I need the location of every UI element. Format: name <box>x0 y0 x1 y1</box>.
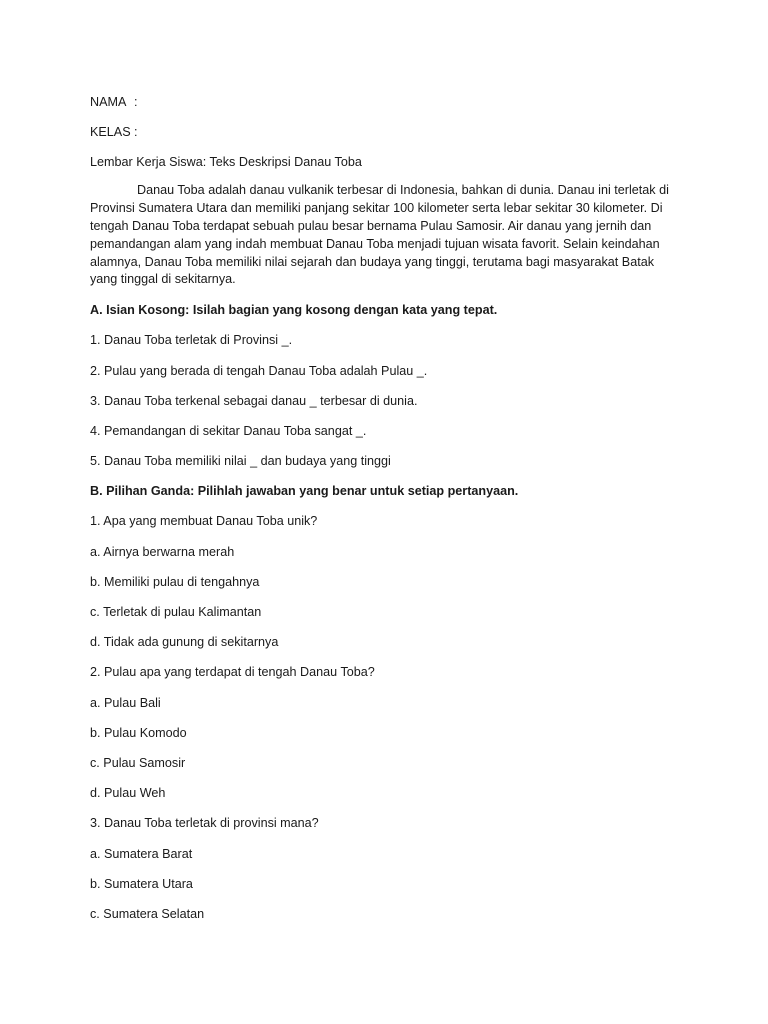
question-text: 1. Apa yang membuat Danau Toba unik? <box>90 514 318 529</box>
kelas-label: KELAS <box>90 125 131 140</box>
fill-blank-item: 5. Danau Toba memiliki nilai _ dan budaya yang tinggi <box>90 454 391 469</box>
worksheet-title: Lembar Kerja Siswa: Teks Deskripsi Danau Toba <box>90 155 362 170</box>
answer-option: d. Pulau Weh <box>90 786 166 801</box>
answer-option: c. Terletak di pulau Kalimantan <box>90 605 262 620</box>
answer-option: a. Sumatera Barat <box>90 846 193 861</box>
nama-colon: : <box>134 95 138 109</box>
fill-blank-item: 4. Pemandangan di sekitar Danau Toba sangat _. <box>90 423 367 438</box>
answer-option: b. Pulau Komodo <box>90 725 187 740</box>
question-text: 3. Danau Toba terletak di provinsi mana? <box>90 816 319 831</box>
document-content <box>90 92 680 934</box>
section-a-heading: A. Isian Kosong: Isilah bagian yang kosong dengan kata yang tepat. <box>90 303 498 318</box>
kelas-colon: : <box>134 125 138 140</box>
kelas-field <box>90 122 680 152</box>
question-text: 2. Pulau apa yang terdapat di tengah Danau Toba? <box>90 665 375 680</box>
answer-option: b. Memiliki pulau di tengahnya <box>90 574 260 589</box>
answer-option: b. Sumatera Utara <box>90 876 193 891</box>
fill-blank-item: 2. Pulau yang berada di tengah Danau Toba adalah Pulau _. <box>90 363 428 378</box>
answer-option: c. Sumatera Selatan <box>90 906 205 921</box>
fill-blank-item: 3. Danau Toba terkenal sebagai danau _ terbesar di dunia. <box>90 393 418 408</box>
fill-blank-item: 1. Danau Toba terletak di Provinsi _. <box>90 333 293 348</box>
description-paragraph: Danau Toba adalah danau vulkanik terbesar di Indonesia, bahkan di dunia. Danau ini terletak di Provinsi Sumatera Utara dan memiliki panjang sekitar 100 kilometer serta lebar sekitar 30 kilometer. Di tengah Danau Toba terdapat sebuah pulau besar bernama Pulau Samosir. Air danau yang jernih dan pemandangan alam yang indah membuat Danau Toba menjadi tujuan wisata favorit. Selain keindahan alamnya, Danau Toba memiliki nilai sejarah dan budaya yang tinggi, terutama bagi masyarakat Batak yang tinggal di sekitarnya. <box>90 183 669 287</box>
section-b-heading: B. Pilihan Ganda: Pilihlah jawaban yang benar untuk setiap pertanyaan. <box>90 484 519 499</box>
answer-option: a. Pulau Bali <box>90 695 161 710</box>
answer-option: d. Tidak ada gunung di sekitarnya <box>90 635 279 650</box>
nama-field <box>90 92 680 122</box>
answer-option: c. Pulau Samosir <box>90 755 186 770</box>
answer-option: a. Airnya berwarna merah <box>90 544 235 559</box>
nama-label: NAMA <box>90 95 127 109</box>
